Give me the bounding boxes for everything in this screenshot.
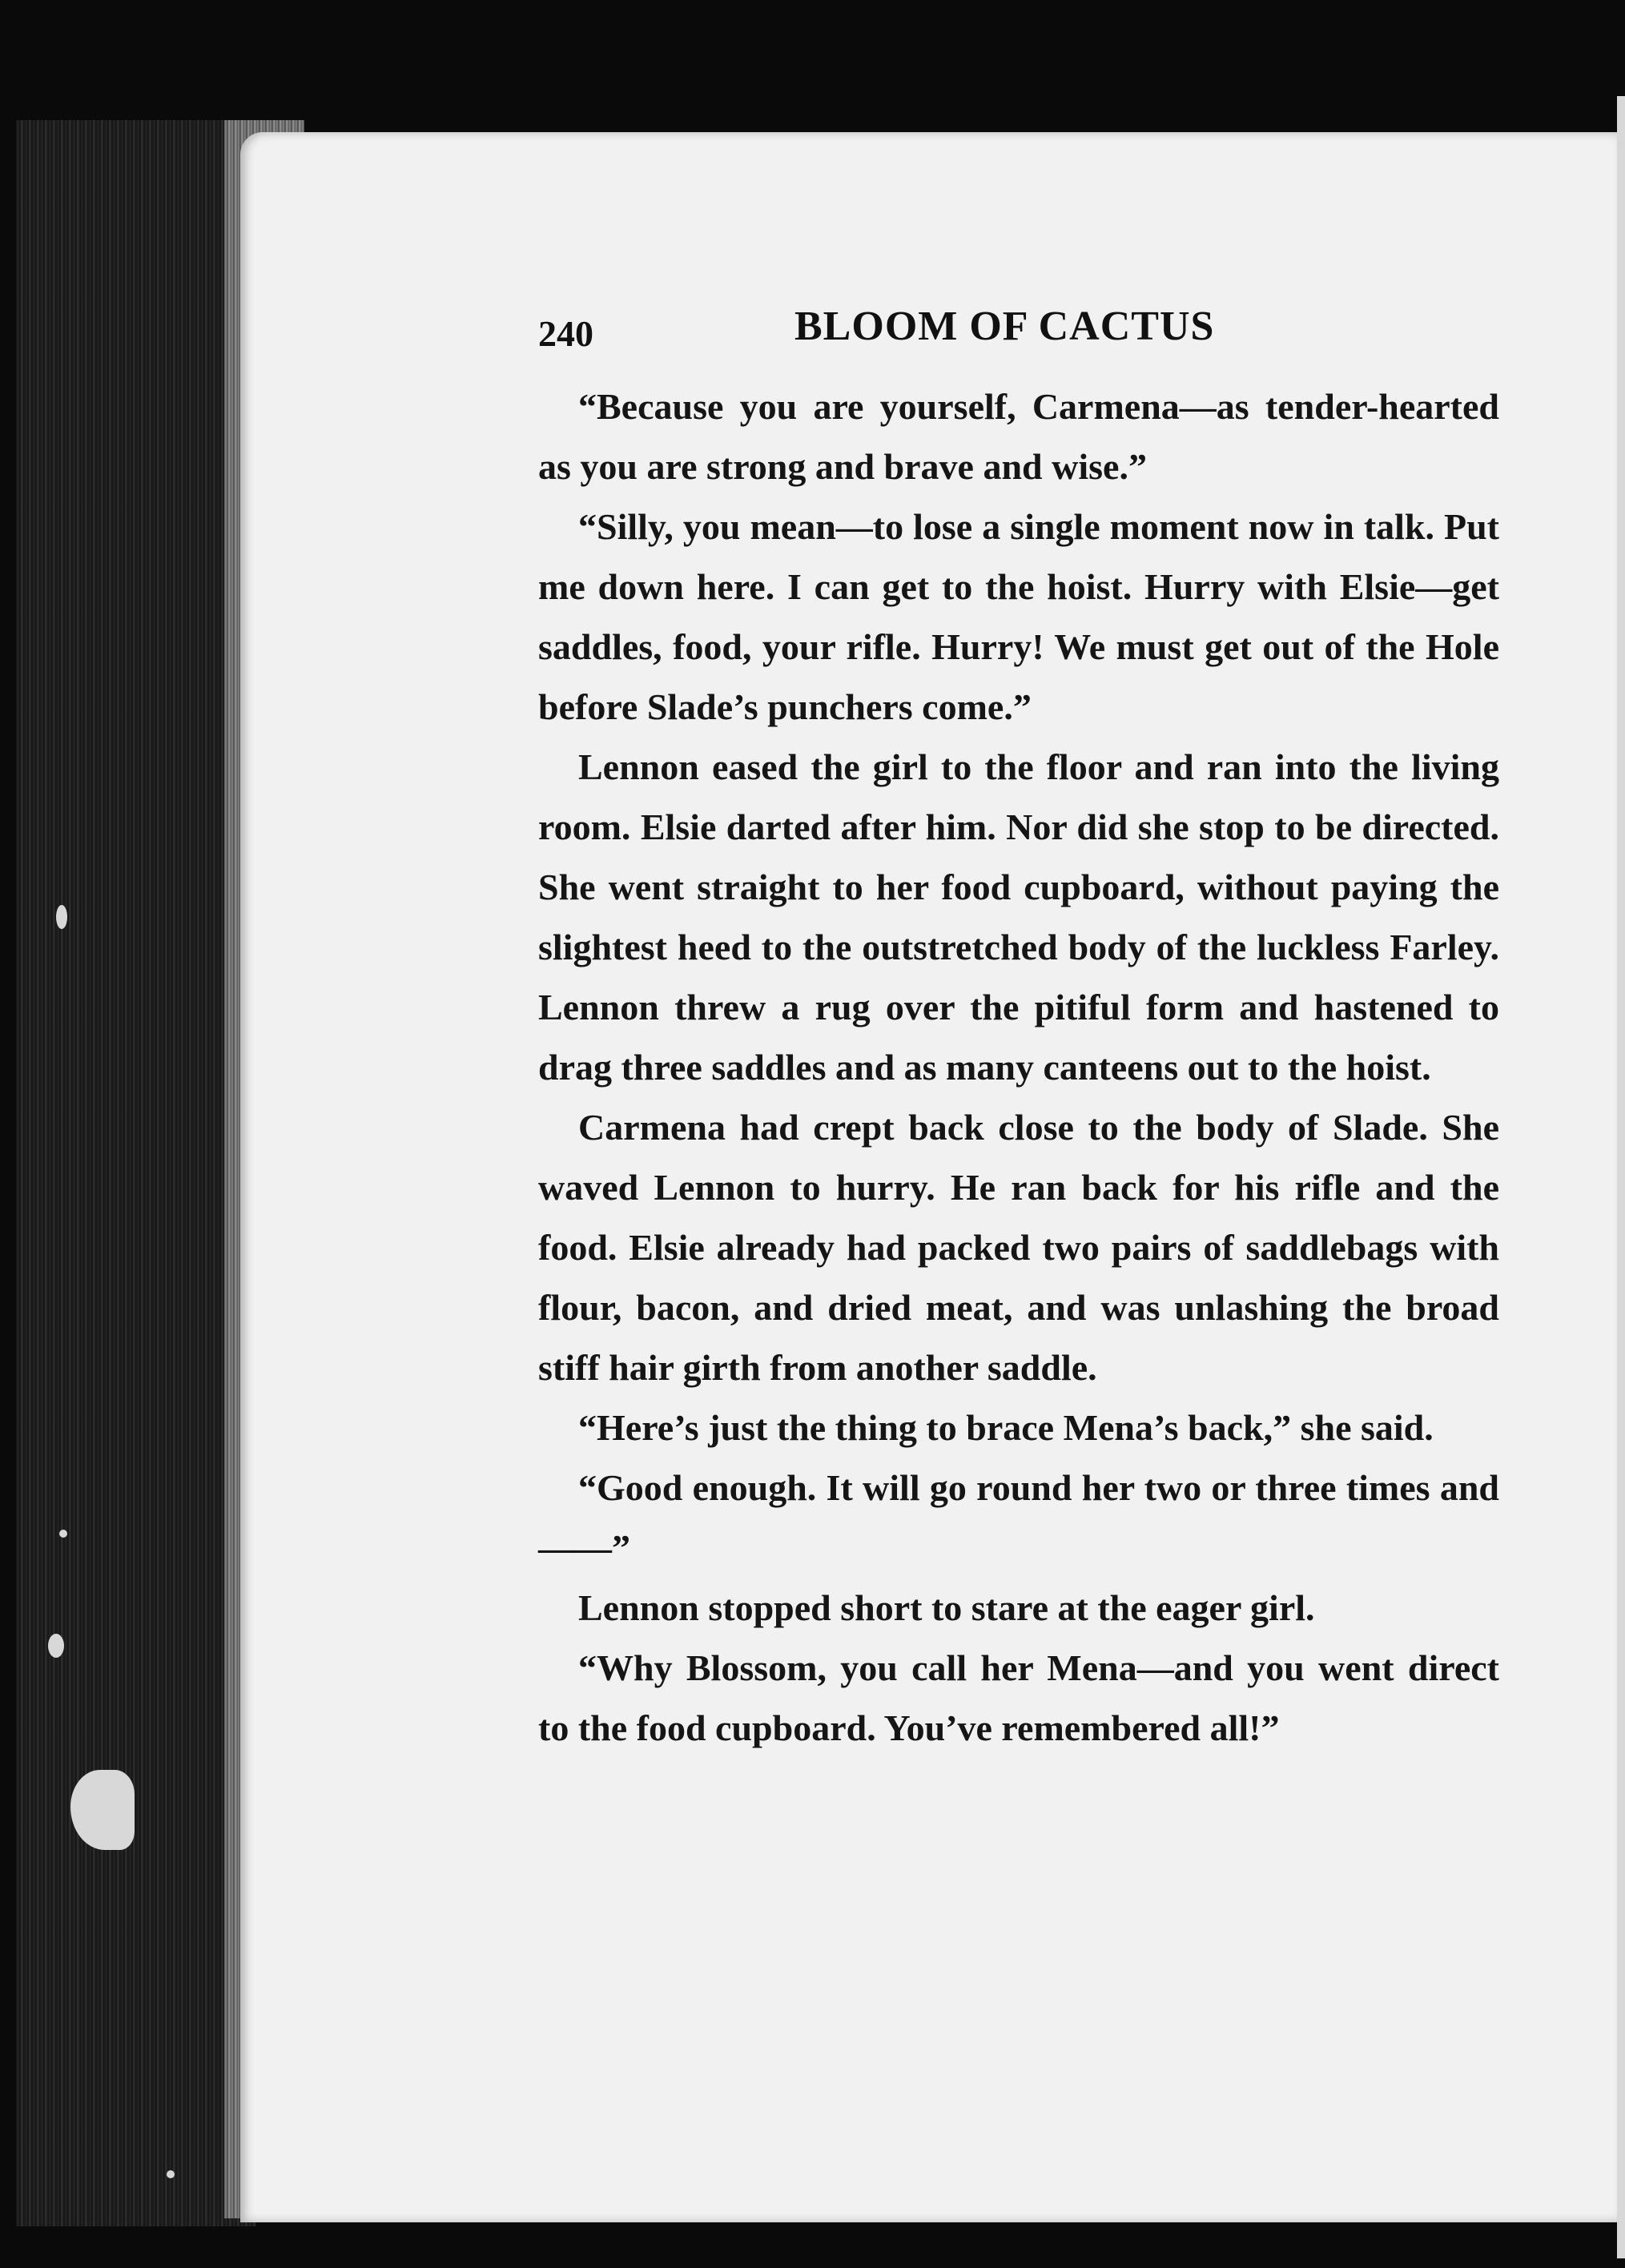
page-right-edge <box>1617 96 1625 2258</box>
paragraph: “Here’s just the thing to brace Mena’s back,” she said. <box>578 1407 1434 1448</box>
paragraph: “Because you are yourself, Carmena—as tender-hearted as you are strong and brave and wise.” <box>538 386 1499 487</box>
paragraph: “Why Blossom, you call her Mena—and you went direct to the food cupboard. You’ve remembered all!” <box>538 1647 1499 1748</box>
page-header <box>538 303 1499 359</box>
paragraph: Carmena had crept back close to the body of Slade. She waved Lennon to hurry. He ran back for his rifle and the food. Elsie already had packed two pairs of saddlebags with flour, bacon, and dried meat, and was unlashing the broad stiff hair girth from another saddle. <box>538 1107 1499 1388</box>
paragraph: Lennon eased the girl to the floor and ran into the living room. Elsie darted after him. Nor did she stop to be directed. She went straight to her food cupboard, without paying the slightest heed to the outstretched body of the luckless Farley. Lennon threw a rug over the pitiful form and hastened to drag three saddles and as many canteens out to the hoist. <box>538 746 1499 1088</box>
paragraph: “Silly, you mean—to lose a single moment now in talk. Put me down here. I can get to the hoist. Hurry with Elsie—get saddles, food, your rifle. Hurry! We must get out of the Hole before Slade’s punchers come.” <box>538 506 1499 727</box>
background-specks <box>48 889 208 2170</box>
page-number: 240 <box>538 313 593 354</box>
paragraph: “Good enough. It will go round her two or three times and——” <box>538 1467 1499 1568</box>
running-title: BLOOM OF CACTUS <box>794 304 1215 349</box>
page-text <box>538 376 1499 1758</box>
paragraph: Lennon stopped short to stare at the eager girl. <box>578 1587 1315 1628</box>
